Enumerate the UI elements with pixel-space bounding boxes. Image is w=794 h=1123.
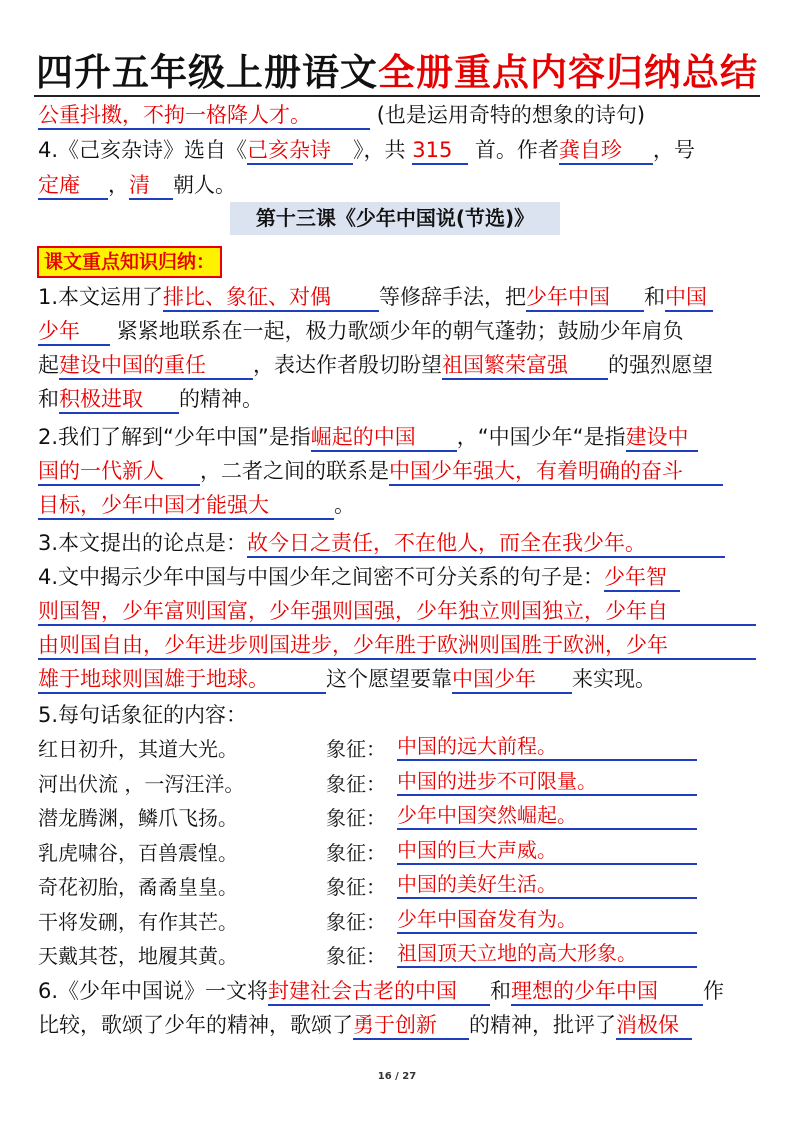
answer: 国的一代新人 xyxy=(38,458,200,486)
answer: 少年 xyxy=(38,318,110,346)
text: 和 xyxy=(38,387,59,411)
text: 比较，歌颂了少年的精神，歌颂了 xyxy=(38,1013,353,1037)
text: 1.本文运用了 xyxy=(38,285,164,309)
text: 6.《少年中国说》一文将 xyxy=(38,979,269,1003)
answer: 315 xyxy=(412,137,468,165)
p1-line-1 xyxy=(38,282,760,312)
answer: 雄于地球则国雄于地球。 xyxy=(38,666,326,694)
key-points-label: 课文重点知识归纳： xyxy=(37,246,222,278)
text: 4.文中揭示少年中国与中国少年之间密不可分关系的句子是： xyxy=(38,565,605,589)
text: 的强烈愿望 xyxy=(608,353,713,377)
intro-line-1 xyxy=(38,100,760,130)
symbol-meaning: 中国的远大前程。 xyxy=(397,733,697,761)
text: 和 xyxy=(644,285,666,309)
answer: 建设中 xyxy=(626,424,698,452)
symbol-phrase: 干将发硎，有作其芒。 xyxy=(38,909,238,934)
answer: 崛起的中国 xyxy=(311,424,457,452)
text: 。 xyxy=(334,493,355,517)
text: 》，共 xyxy=(353,138,406,162)
symbol-phrase: 天戴其苍，地履其黄。 xyxy=(38,944,238,968)
symbol-phrase: 河出伏流 ，一泻汪洋。 xyxy=(38,771,245,796)
answer: 少年中国 xyxy=(526,284,644,312)
symbol-phrase: 奇花初胎，矞矞皇皇。 xyxy=(38,875,238,899)
title-underline xyxy=(34,95,760,97)
text: 2.我们了解到“少年中国”是指 xyxy=(38,425,311,449)
symbol-meaning: 中国的美好生活。 xyxy=(397,871,697,899)
text: 等修辞手法，把 xyxy=(379,285,527,309)
answer: 理想的少年中国 xyxy=(511,978,703,1006)
answer: 建设中国的重任 xyxy=(59,352,253,380)
text: 的精神，批评了 xyxy=(469,1013,616,1037)
symbol-meaning: 少年中国奋发有为。 xyxy=(397,906,697,934)
answer: 祖国繁荣富强 xyxy=(442,352,608,380)
p4-line-1 xyxy=(38,562,760,592)
answer: 中国少年强大，有着明确的奋斗 xyxy=(389,458,723,486)
page-number: 16 / 27 xyxy=(377,1071,417,1082)
answer: 己亥杂诗 xyxy=(247,137,353,165)
answer: 由则国自由，少年进步则国进步，少年胜于欧洲则国胜于欧洲，少年 xyxy=(38,632,756,660)
symbol-meaning: 中国的巨大声威。 xyxy=(397,837,697,865)
symbol-phrase: 乳虎啸谷，百兽震惶。 xyxy=(38,840,238,865)
symbol-meaning: 中国的进步不可限量。 xyxy=(397,768,697,796)
p1-line-2 xyxy=(38,316,760,346)
intro-line-3 xyxy=(38,170,760,200)
p1-line-3 xyxy=(38,350,760,380)
p2-line-1 xyxy=(38,422,760,452)
text: 作 xyxy=(703,979,725,1003)
title-part2: 全册重点内容归纳总结 xyxy=(378,51,758,94)
text: ，号 xyxy=(652,138,695,162)
answer: 消极保 xyxy=(616,1012,692,1040)
p6-line-2 xyxy=(38,1010,760,1040)
p3-line xyxy=(38,528,760,558)
answer: 少年智 xyxy=(604,564,680,592)
answer: 积极进取 xyxy=(59,386,179,414)
symbol-label: 象征： xyxy=(326,875,386,899)
symbol-label: 象征： xyxy=(326,806,386,830)
text: 4.《己亥杂诗》选自《 xyxy=(38,138,248,162)
answer: 中国少年 xyxy=(452,666,572,694)
text: 和 xyxy=(490,979,512,1003)
symbol-label: 象征： xyxy=(326,944,386,968)
text: 的精神。 xyxy=(179,387,263,411)
page-title xyxy=(0,42,794,96)
text: 这个愿望要靠 xyxy=(326,667,452,691)
intro-line-2 xyxy=(38,135,760,165)
symbol-label: 象征： xyxy=(326,737,386,761)
text: ，二者之间的联系是 xyxy=(200,459,389,483)
answer: 龚自珍 xyxy=(559,137,653,165)
text: ， xyxy=(108,173,129,197)
symbol-label: 象征： xyxy=(326,771,386,796)
note: (也是运用奇特的想象的诗句) xyxy=(376,103,646,127)
answer: 勇于创新 xyxy=(353,1012,469,1040)
symbol-meaning: 少年中国突然崛起。 xyxy=(397,802,697,830)
p2-line-2 xyxy=(38,456,760,486)
answer: 清 xyxy=(129,172,173,200)
symbol-meaning: 祖国顶天立地的高大形象。 xyxy=(397,940,697,968)
p4-line-3 xyxy=(38,630,760,660)
answer: 故今日之责任，不在他人，而全在我少年。 xyxy=(247,530,725,558)
p4-line-4 xyxy=(38,664,760,694)
answer: 封建社会古老的中国 xyxy=(268,978,490,1006)
text: 紧紧地联系在一起，极力歌颂少年的朝气蓬勃；鼓励少年肩负 xyxy=(116,319,684,343)
answer: 排比、象征、对偶 xyxy=(163,284,379,312)
symbol-phrase: 潜龙腾渊，鳞爪飞扬。 xyxy=(38,806,238,830)
answer: 中国 xyxy=(665,284,713,312)
p1-line-4 xyxy=(38,384,760,414)
p5-head: 5.每句话象征的内容： xyxy=(38,703,248,727)
text: 朝人。 xyxy=(173,173,236,197)
text: 来实现。 xyxy=(572,667,656,691)
section-title: 第十三课《少年中国说(节选)》 xyxy=(230,202,560,235)
text: 首。作者 xyxy=(474,138,559,162)
answer: 公重抖擞，不拘一格降人才。 xyxy=(38,102,370,130)
answer: 定庵 xyxy=(38,172,108,200)
answer: 目标，少年中国才能强大 xyxy=(38,492,334,520)
p6-line-1 xyxy=(38,976,760,1006)
symbol-phrase: 红日初升，其道大光。 xyxy=(38,737,238,761)
text: ，“中国少年“是指 xyxy=(456,425,626,449)
p4-line-2 xyxy=(38,596,760,626)
answer: 则国智，少年富则国富，少年强则国强，少年独立则国独立，少年自 xyxy=(38,598,756,626)
text: 起 xyxy=(38,353,59,377)
p2-line-3 xyxy=(38,490,760,520)
text: ，表达作者殷切盼望 xyxy=(253,353,442,377)
text: 3.本文提出的论点是： xyxy=(38,531,248,555)
symbol-label: 象征： xyxy=(326,909,386,934)
title-part1: 四升五年级上册语文 xyxy=(36,51,378,94)
symbol-label: 象征： xyxy=(326,840,386,865)
